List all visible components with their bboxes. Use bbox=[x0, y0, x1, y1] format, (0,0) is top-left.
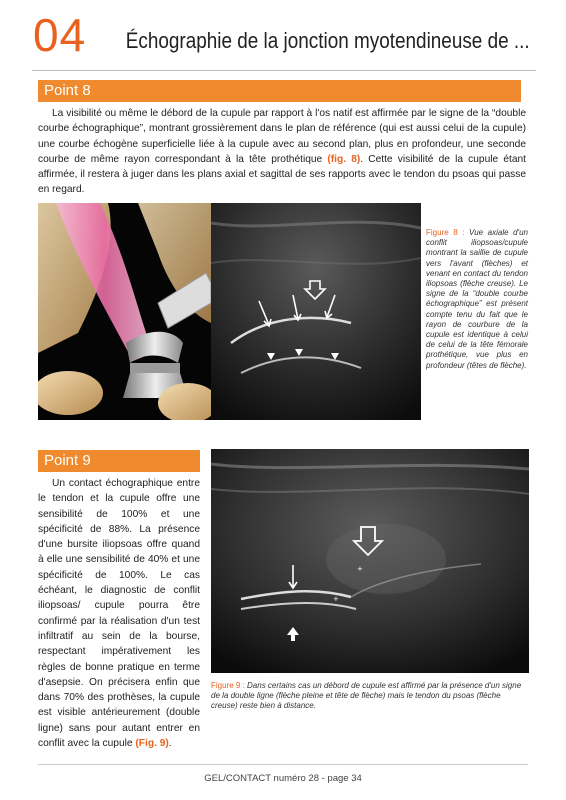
footer-divider bbox=[38, 764, 528, 765]
page-title: Échographie de la jonction myotendineuse de ... bbox=[126, 28, 530, 53]
svg-text:+: + bbox=[333, 595, 339, 603]
figure-8-ultrasound bbox=[211, 203, 421, 420]
point-9-text-end: . bbox=[168, 738, 172, 750]
svg-text:+: + bbox=[357, 565, 363, 573]
figure-8-caption-text: Vue axiale d'un conflit iliopsoas/cupule montrant la saillie de cupule vers l'avant (flèches) et venant en contact du tendon iliopsoas (flèche creuse). Le signe de la “double courbe échographique” est présent compte tenu du fait que le rayon de courbure de la cupule est identique à celui de celui de la tête fémorale prothétique, vue plus en profondeur (têtes de flèche). bbox=[426, 228, 528, 370]
header-divider bbox=[32, 70, 536, 71]
figure-9-reference[interactable]: (Fig. 9) bbox=[135, 738, 169, 750]
figure-9-caption-label: Figure 9 : bbox=[211, 681, 245, 690]
chapter-number: 04 bbox=[33, 9, 87, 61]
figure-9-caption bbox=[211, 681, 529, 712]
point-9-text: Un contact échographique entre le tendon et la cupule offre une sensibilité de 100% et une spécificité de 88%. La présence d'une bursite iliopsoas offre quand à elle une sensibilité de 40% et une spécificité de 100%. Le cas échéant, le diagnostic de conflit iliopsoas/ cupule pourra être confirmé par la réalisation d'un test infiltratif au sein de la bourse, respectant impérativement les règles de bonne pratique en terme d'asepsie. On précisera enfin que dans 70% des prothèses, la cupule est visible antérieurement (double ligne) sans pour autant entrer en conflit avec la cupule bbox=[38, 478, 200, 750]
point-8-text-end: . Cette visibilité de la cupule étant affirmée, il restera à juger dans les plans axial et sagittal de ses rapports avec le tendon du psoas qui passe en regard. bbox=[38, 153, 526, 196]
page-footer: GEL/CONTACT numéro 28 - page 34 bbox=[204, 773, 362, 784]
figure-8-caption-label: Figure 8 : bbox=[426, 228, 465, 237]
point-8-text: La visibilité ou même le débord de la cupule par rapport à l'os natif est affirmée par le signe de la “double courbe échographique”, montrant grossièrement dans le plan de référence (qui est aussi celui de la cupule) une courbe échogène superficielle liée à la cupule avec au second plan, plus en profondeur, une seconde courbe de même rayon correspondant à la tête prothétique bbox=[38, 108, 526, 165]
section-heading-point-8: Point 8 bbox=[38, 80, 521, 102]
figure-9-ultrasound bbox=[211, 449, 529, 673]
point-9-paragraph bbox=[38, 476, 200, 751]
figure-8-caption bbox=[426, 228, 528, 371]
figure-8-reference[interactable]: (fig. 8) bbox=[327, 153, 361, 165]
figure-8-illustration bbox=[38, 203, 211, 420]
section-heading-point-9: Point 9 bbox=[38, 450, 200, 472]
figure-9-caption-text: Dans certains cas un débord de cupule est affirmé par la présence d'un signe de la double ligne (flèche pleine et tête de flèche) mais le tendon du psoas (flèche creuse) reste bien à distance. bbox=[211, 681, 522, 711]
point-8-paragraph bbox=[38, 106, 526, 198]
